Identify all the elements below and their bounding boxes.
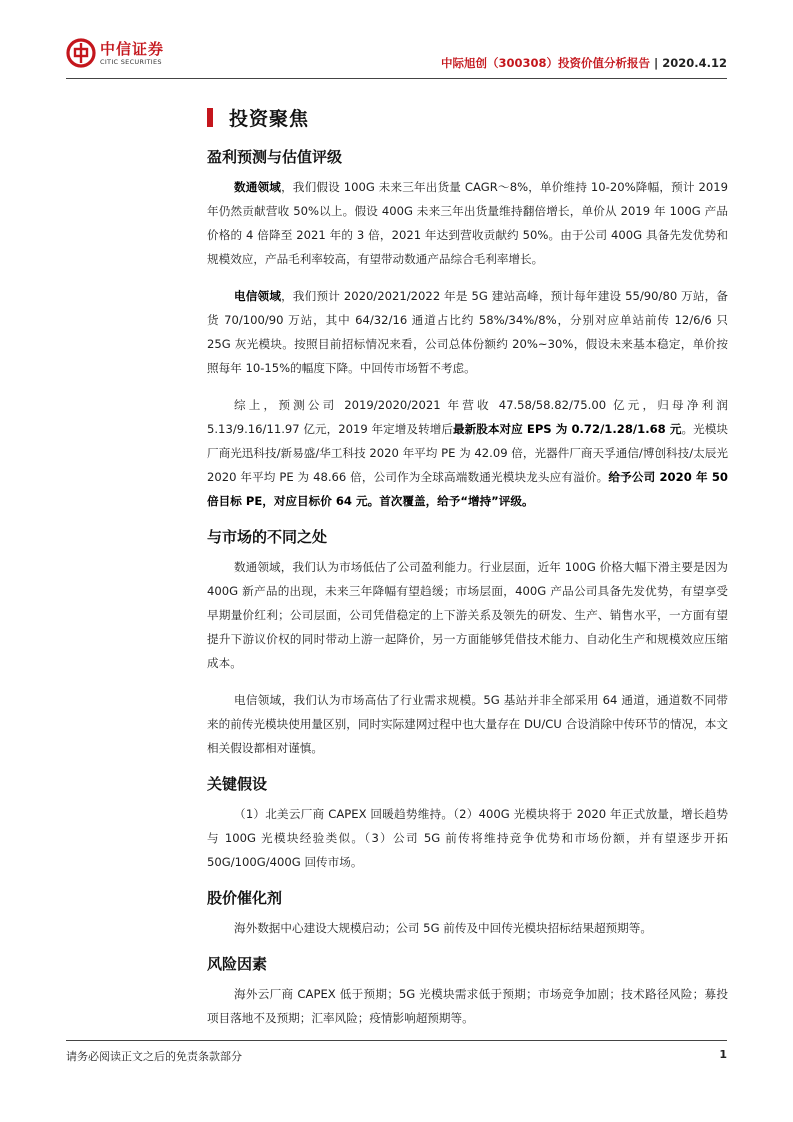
disclaimer-note: 请务必阅读正文之后的免责条款部分 <box>66 1050 242 1063</box>
page-title-text: 投资聚焦 <box>229 108 310 130</box>
section-heading-risk-factors: 风险因素 <box>207 955 268 973</box>
summary-text-1: 综上，预测公司 2019/2020/2021 年营收 47.58/58.82/75.00 亿元，归母净利润 5.13/9.16/11.97 亿元，2019 年定增及转增后 <box>207 398 728 436</box>
body-telecom: ，我们预计 2020/2021/2022 年是 5G 建站高峰，预计每年建设 55/90/80 万站，备货 70/100/90 万站，其中 64/32/16 通道占比约 58%/34%/8%，分别对应单站前传 12/6/6 只 25G 灰光模块。按照目前招标情况来看，公司总体份额约 20%~30%，假设未来基本稳定，单价按照每年 10-15%的幅度下降。中回传市场暂不考虑。 <box>207 289 728 375</box>
paragraph-summary <box>207 393 728 513</box>
section-heading-key-assumptions: 关键假设 <box>207 775 268 793</box>
page-number: 1 <box>719 1048 727 1061</box>
section-heading-catalysts: 股价催化剂 <box>207 889 283 907</box>
summary-text-2: 。光模块厂商光迅科技/新易盛/华工科技 2020 年平均 PE 为 42.09 倍，光器件厂商天孚通信/博创科技/太辰光 2020 年平均 PE 为 48.66 倍，公司作为全球高端数通光模块龙头应有溢价。 <box>207 422 728 484</box>
section-heading-earnings-forecast: 盈利预测与估值评级 <box>207 148 343 166</box>
summary-rating: 给予公司 2020 年 50 倍目标 PE，对应目标价 64 元。首次覆盖，给予“增持”评级。 <box>207 470 728 508</box>
page-title <box>207 104 309 131</box>
page-header <box>66 36 727 79</box>
header-report-info <box>441 55 727 71</box>
logo-name-cn: 中信证券 <box>100 39 165 58</box>
paragraph-risk-factors: 海外云厂商 CAPEX 低于预期；5G 光模块需求低于预期；市场竞争加剧；技术路径风险；募投项目落地不及预期；汇率风险；疫情影响超预期等。 <box>207 987 728 1025</box>
paragraph-telecom <box>207 284 728 380</box>
lead-datacom: 数通领域 <box>234 180 282 194</box>
paragraph-market-telecom: 电信领域，我们认为市场高估了行业需求规模。5G 基站并非全部采用 64 通道，通道数不同带来的前传光模块使用量区别，同时实际建网过程中也大量存在 DU/CU 合设消除中传环节的情况，本文相关假设都相对谨慎。 <box>207 693 728 755</box>
paragraph-market-datacom: 数通领域，我们认为市场低估了公司盈利能力。行业层面，近年 100G 价格大幅下滑主要是因为 400G 新产品的出现，未来三年降幅有望趋缓；市场层面，400G 产品公司具备先发优势，有望享受早期量价红利；公司层面，公司凭借稳定的上下游关系及领先的研发、生产、销售水平，一方面有望提升下游议价权的同时带动上游一起降价，另一方面能够凭借技术能力、自动化生产和规模效应压缩成本。 <box>207 560 728 670</box>
paragraph-datacom <box>207 175 728 271</box>
paragraph-catalysts: 海外数据中心建设大规模启动；公司 5G 前传及中回传光模块招标结果超预期等。 <box>234 921 652 935</box>
body-datacom: ，我们假设 100G 未来三年出货量 CAGR～8%，单价维持 10-20%降幅，预计 2019 年仍然贡献营收 50%以上。假设 400G 未来三年出货量维持翻倍增长，单价从 2019 年 100G 产品价格的 4 倍降至 2021 年的 3 倍，2021 年达到营收贡献约 50%。由于公司 400G 具备先发优势和规模效应，产品毛利率较高，有望带动数通产品综合毛利率增长。 <box>207 180 728 266</box>
paragraph-key-assumptions: （1）北美云厂商 CAPEX 回暖趋势维持。（2）400G 光模块将于 2020 年正式放量，增长趋势与 100G 光模块经验类似。（3）公司 5G 前传将维持竞争优势和市场份额，并有望逐步开拓 50G/100G/400G 回传市场。 <box>207 807 728 869</box>
report-title: 中际旭创（300308）投资价值分析报告 <box>441 56 651 70</box>
title-accent-bar <box>207 108 213 127</box>
report-date: 2020.4.12 <box>662 56 727 70</box>
lead-telecom: 电信领域 <box>234 289 282 303</box>
citic-logo <box>66 38 164 68</box>
report-body <box>207 143 728 1030</box>
citic-logo-icon <box>66 38 96 68</box>
summary-eps: 最新股本对应 EPS 为 0.72/1.28/1.68 元 <box>452 422 682 436</box>
header-separator: | <box>654 56 659 70</box>
logo-name-en: CITIC SECURITIES <box>100 57 162 66</box>
page-footer <box>66 1040 727 1063</box>
section-heading-market-difference: 与市场的不同之处 <box>207 528 328 546</box>
